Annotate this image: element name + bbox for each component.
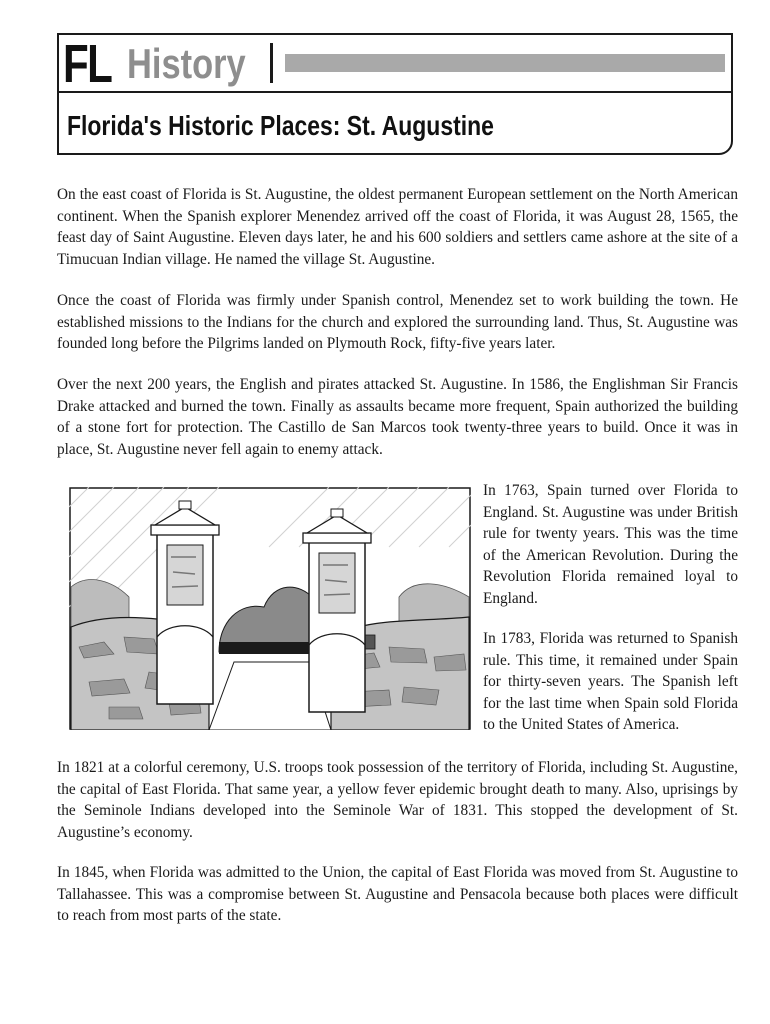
right-pillar [303, 509, 371, 712]
header-bar [285, 54, 725, 72]
header-divider [59, 91, 731, 93]
gate-illustration [69, 487, 471, 730]
left-pillar [151, 501, 219, 704]
header-box [57, 33, 733, 155]
side-paragraph-2: In 1783, Florida was returned to Spanish rule. This time, it remained under Spain for thirty-seven years. The Spanish left for the last time when Spain sold Florida to the United States of America. [483, 630, 738, 733]
page-title: Florida's Historic Places: St. Augustine [67, 110, 494, 141]
tree-trunks [219, 642, 319, 654]
paragraph-2: Once the coast of Florida was firmly under Spanish control, Menendez set to work building the town. He established missions to the Indians for the church and explored the surrounding land. Thus, St. Augustine was founded long before the Pilgrims landed on Plymouth Rock, fifty-five years later. [57, 292, 738, 352]
section-separator [270, 43, 273, 83]
paragraph-3: Over the next 200 years, the English and pirates attacked St. Augustine. In 1586, the Englishman Sir Francis Drake attacked and burned the town. Finally as assaults became more frequent, Spain authorized the building of a stone fort for protection. The Castillo de San Marcos took twenty-three years to build. Once it was in place, St. Augustine never fell again to enemy attack. [57, 376, 738, 458]
fl-logo: FL [63, 34, 112, 94]
paragraph-4: In 1821 at a colorful ceremony, U.S. troops took possession of the territory of Florida, including St. Augustine, the capital of East Florida. That same year, a yellow fever epidemic brought death to many. Also, uprisings by the Seminole Indians developed into the Seminole War of 1831. This stopped the development of St. Augustine’s economy. [57, 759, 738, 841]
paragraph-1: On the east coast of Florida is St. Augustine, the oldest permanent European settlement on the North American continent. When the Spanish explorer Menendez arrived off the coast of Florida, it was August 28, 1565, the feast day of Saint Augustine. Eleven days later, he and his 600 soldiers and settlers came ashore at the site of a Timucuan Indian village. He named the village St. Augustine. [57, 186, 738, 268]
section-label: History [127, 40, 246, 87]
paragraph-5: In 1845, when Florida was admitted to the Union, the capital of East Florida was moved from St. Augustine to Tallahassee. This was a compromise between St. Augustine and Pensacola because both places were difficult to reach from most parts of the state. [57, 864, 738, 924]
side-paragraph-1: In 1763, Spain turned over Florida to England. St. Augustine was under British rule for twenty years. This was the time of the American Revolution. During the Revolution Florida remained loyal to England. [483, 482, 738, 607]
